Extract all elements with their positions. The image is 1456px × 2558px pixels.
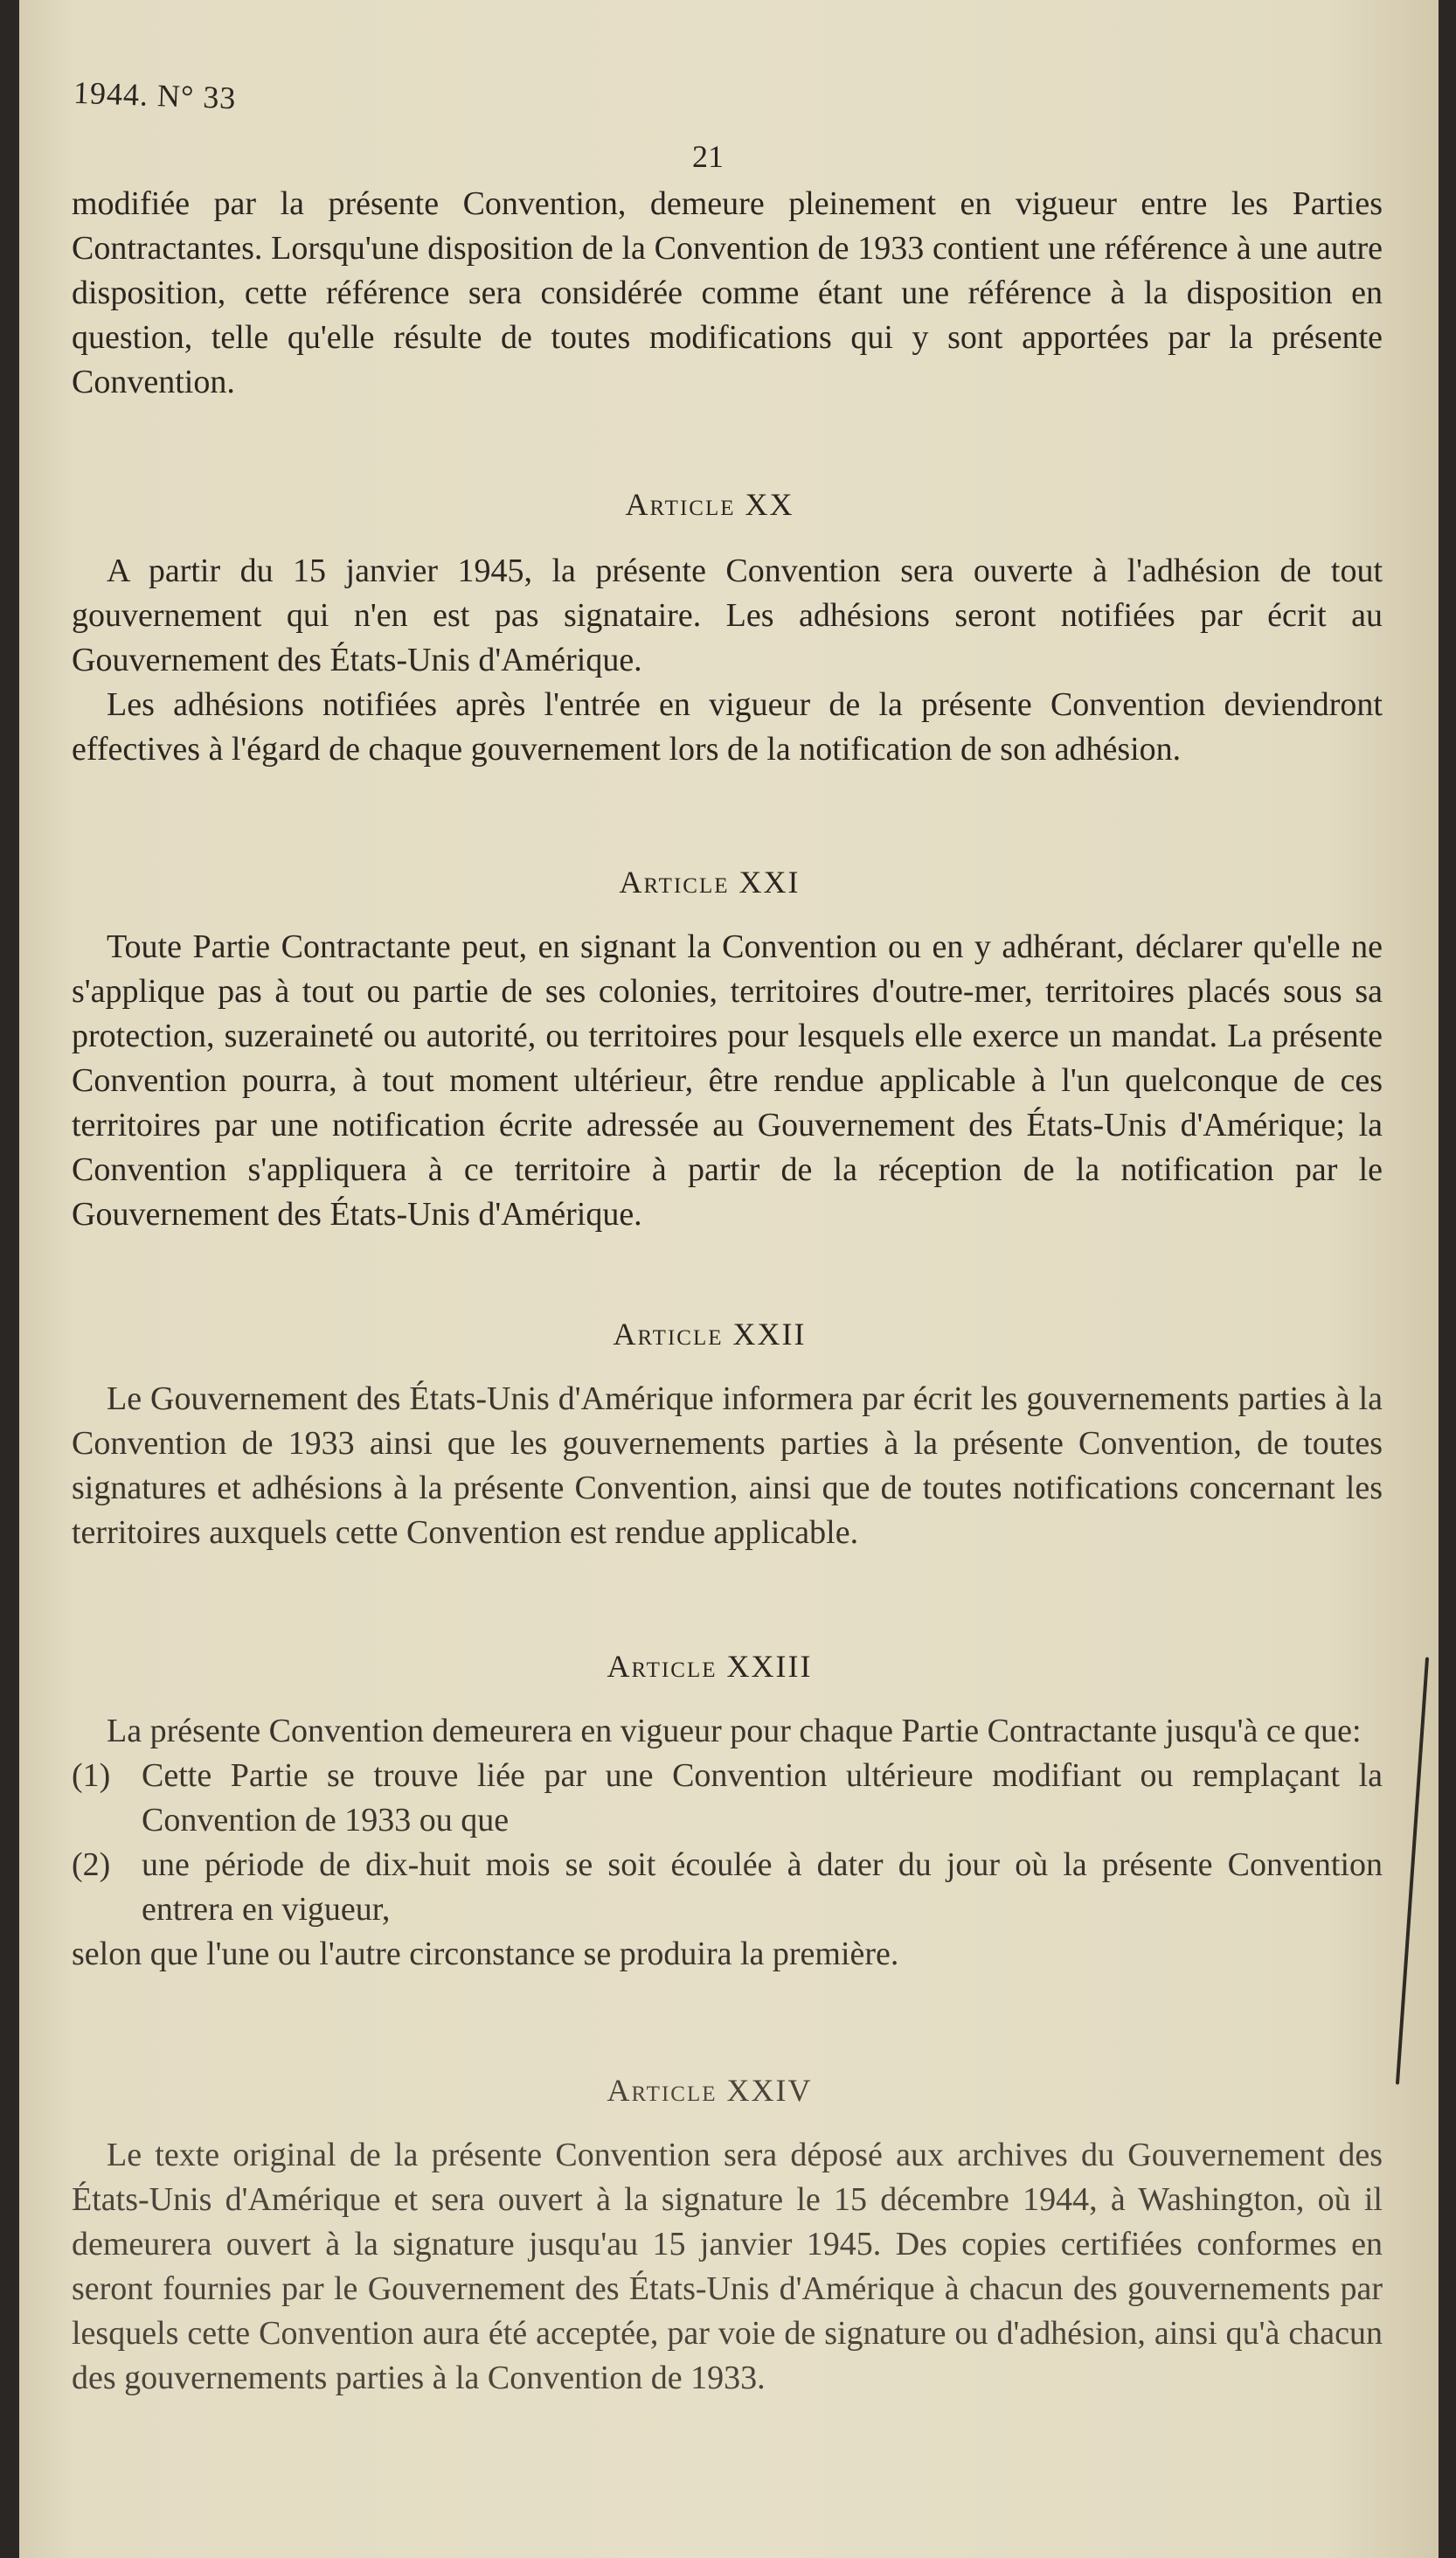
article-xxiii-outro: selon que l'une ou l'autre circonstance se produira la première. [72, 1936, 899, 1972]
article-xx-paragraph-1: A partir du 15 janvier 1945, la présente Convention sera ouverte à l'adhésion de tout gouvernement qui n'en est pas signataire. Les adhésions seront notifiées par écrit au Gouvernement des États-Unis d'Amérique. [72, 553, 1383, 678]
article-xxiv-body [72, 2133, 1383, 2401]
item-number: (2) [72, 1846, 111, 1883]
article-xxiii-intro: La présente Convention demeurera en vigueur pour chaque Partie Contractante jusqu'à ce que: [107, 1713, 1362, 1749]
item-number: (1) [72, 1757, 111, 1794]
article-xx-heading: Article XX [625, 487, 794, 522]
article-xxiv-paragraph-1: Le texte original de la présente Convention sera déposé aux archives du Gouvernement des États-Unis d'Amérique et sera ouvert à la signature le 15 décembre 1944, à Washington, où il demeurera ouvert à la signature jusqu'au 15 janvier 1945. Des copies certifiées conformes en seront fournies par le Gouvernement des États-Unis d'Amérique à chacun des gouvernements par lesquels cette Convention aura été acceptée, par voie de signature ou d'adhésion, ainsi qu'à chacun des gouvernements parties à la Convention de 1933. [72, 2137, 1383, 2396]
intro-paragraph: modifiée par la présente Convention, demeure pleinement en vigueur entre les Parties Contractantes. Lorsqu'une disposition de la Convention de 1933 contient une référence à une autre disposition, cette référence sera considérée comme étant une référence à la disposition en question, telle qu'elle résulte de toutes modifications qui y sont apportées par la présente Convention. [72, 185, 1383, 400]
running-head: 1944. N° 33 [73, 74, 238, 116]
article-xx-paragraph-2: Les adhésions notifiées après l'entrée en vigueur de la présente Convention deviendront effectives à l'égard de chaque gouvernement lors de la notification de son adhésion. [72, 686, 1383, 768]
article-xx-body [72, 549, 1383, 772]
article-xxiv-heading: Article XXIV [607, 2073, 813, 2108]
page-number: 21 [692, 139, 724, 174]
document-page [19, 0, 1439, 2558]
item-text: Cette Partie se trouve liée par une Convention ultérieure modifiant ou remplaçant la Convention de 1933 ou que [142, 1757, 1383, 1839]
article-xxiii-heading: Article XXIII [607, 1649, 813, 1684]
article-xxii-body [72, 1377, 1383, 1555]
margin-pen-mark [1396, 1657, 1429, 2084]
article-xxiii-body [72, 1709, 1383, 1977]
article-xxi-body [72, 925, 1383, 1237]
item-text: une période de dix-huit mois se soit écoulée à dater du jour où la présente Convention entrera en vigueur, [142, 1846, 1383, 1928]
article-xxii-heading: Article XXII [613, 1317, 807, 1352]
article-xxi-paragraph-1: Toute Partie Contractante peut, en signant la Convention ou en y adhérant, déclarer qu'elle ne s'applique pas à tout ou partie de ses colonies, territoires d'outre-mer, territoires placés sous sa protection, suzeraineté ou autorité, ou territoires pour lesquels elle exerce un mandat. La présente Convention pourra, à tout moment ultérieur, être rendue applicable à l'un quelconque de ces territoires par une notification écrite adressée au Gouvernement des États-Unis d'Amérique; la Convention s'appliquera à ce territoire à partir de la réception de la notification par le Gouvernement des États-Unis d'Amérique. [72, 928, 1383, 1233]
article-xxiii-item-2 [72, 1843, 1383, 1932]
article-xxiii-item-1 [72, 1754, 1383, 1843]
article-xxii-paragraph-1: Le Gouvernement des États-Unis d'Amérique informera par écrit les gouvernements parties à la Convention de 1933 ainsi que les gouvernements parties à la présente Convention, de toutes signatures et adhésions à la présente Convention, ainsi que de toutes notifications concernant les territoires auxquels cette Convention est rendue applicable. [72, 1380, 1383, 1551]
article-xxi-heading: Article XXI [619, 865, 801, 900]
intro-paragraph-block [72, 182, 1383, 405]
